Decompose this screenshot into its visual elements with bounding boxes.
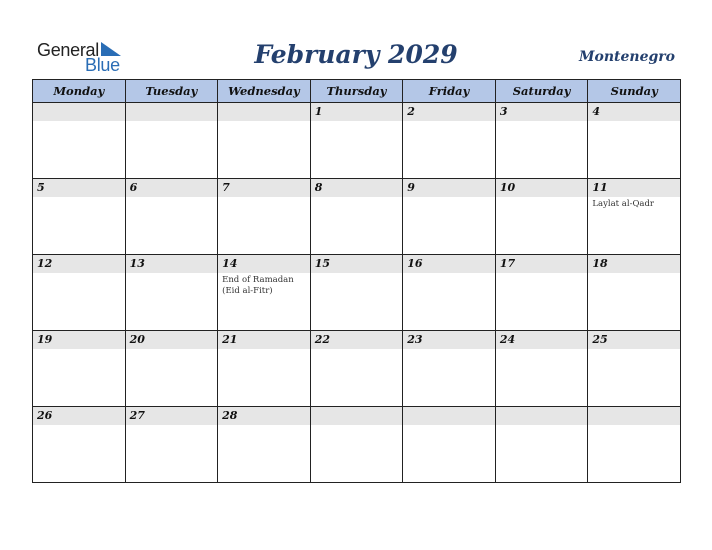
day-number: 22 (314, 333, 330, 346)
empty-day-cell (495, 407, 588, 483)
day-number: 6 (129, 181, 138, 194)
day-header-bar (403, 103, 495, 121)
day-header-bar (496, 407, 588, 425)
day-number: 8 (314, 181, 323, 194)
day-cell (588, 331, 681, 407)
day-number: 11 (592, 181, 608, 194)
day-header-bar (403, 407, 495, 425)
week-row (33, 407, 681, 483)
day-cell (310, 103, 403, 179)
day-number: 9 (407, 181, 415, 194)
day-cell (218, 331, 311, 407)
week-row (33, 103, 681, 179)
day-header-bar (588, 407, 680, 425)
week-row (33, 179, 681, 255)
day-cell (403, 255, 496, 331)
day-number: 19 (37, 333, 53, 346)
day-number: 17 (499, 257, 516, 270)
empty-day-cell (403, 407, 496, 483)
day-number: 14 (222, 257, 238, 270)
day-cell (495, 103, 588, 179)
day-number: 15 (314, 257, 330, 270)
day-cell (588, 179, 681, 255)
weekday-header: Friday (403, 80, 496, 103)
day-cell (310, 255, 403, 331)
day-header-bar (126, 103, 218, 121)
day-header-bar (311, 103, 403, 121)
day-cell (588, 103, 681, 179)
day-cell (310, 179, 403, 255)
logo-blue-text: Blue (85, 55, 120, 75)
day-number: 18 (592, 257, 608, 270)
day-cell (218, 407, 311, 483)
logo-general-text: General (37, 40, 99, 60)
day-cell (33, 407, 126, 483)
day-header-bar (218, 179, 310, 197)
holiday-event: End of Ramadan (Eid al-Fitr) (222, 275, 294, 296)
weekday-header: Wednesday (218, 80, 311, 103)
day-number: 5 (37, 181, 45, 194)
weekday-header: Tuesday (125, 80, 218, 103)
empty-day-cell (33, 103, 126, 179)
empty-day-cell (125, 103, 218, 179)
day-cell (310, 331, 403, 407)
day-number: 3 (499, 105, 508, 118)
day-cell (403, 103, 496, 179)
day-cell (588, 255, 681, 331)
day-header-bar (311, 407, 403, 425)
weekday-header: Sunday (588, 80, 681, 103)
day-header-bar (496, 103, 588, 121)
day-cell (33, 255, 126, 331)
day-header-bar (403, 179, 495, 197)
day-header-bar (588, 103, 680, 121)
weekday-header: Monday (33, 80, 126, 103)
day-header-bar (33, 179, 125, 197)
day-number: 24 (499, 333, 516, 346)
day-number: 20 (129, 333, 145, 346)
day-cell (495, 255, 588, 331)
day-number: 26 (37, 409, 53, 422)
day-cell (495, 179, 588, 255)
country-label: Montenegro (579, 49, 675, 65)
weekday-header: Thursday (310, 80, 403, 103)
holiday-event: Laylat al-Qadr (592, 199, 654, 209)
day-cell (33, 179, 126, 255)
day-number: 27 (129, 409, 145, 422)
day-cell (495, 331, 588, 407)
day-cell (218, 179, 311, 255)
day-header-bar (311, 179, 403, 197)
empty-day-cell (218, 103, 311, 179)
day-header-bar (218, 103, 310, 121)
day-cell (125, 255, 218, 331)
day-number: 10 (499, 181, 516, 194)
day-cell (125, 407, 218, 483)
calendar-grid (32, 79, 681, 483)
page-title: February 2029 (254, 40, 458, 69)
day-number: 16 (407, 257, 423, 270)
day-number: 25 (592, 333, 608, 346)
day-number: 13 (129, 257, 145, 270)
day-number: 12 (37, 257, 53, 270)
day-number: 2 (407, 105, 415, 118)
day-number: 21 (222, 333, 238, 346)
week-row (33, 331, 681, 407)
day-cell (125, 331, 218, 407)
day-cell (125, 179, 218, 255)
empty-day-cell (310, 407, 403, 483)
day-cell (218, 255, 311, 331)
day-cell (403, 331, 496, 407)
day-cell (33, 331, 126, 407)
day-number: 28 (222, 409, 238, 422)
week-row (33, 255, 681, 331)
day-cell (403, 179, 496, 255)
weekday-header: Saturday (495, 80, 588, 103)
day-header-bar (126, 179, 218, 197)
day-number: 7 (222, 181, 230, 194)
day-number: 4 (592, 105, 601, 118)
empty-day-cell (588, 407, 681, 483)
day-header-bar (33, 103, 125, 121)
weekday-header-row (33, 80, 681, 103)
day-number: 1 (314, 105, 323, 118)
day-number: 23 (407, 333, 423, 346)
